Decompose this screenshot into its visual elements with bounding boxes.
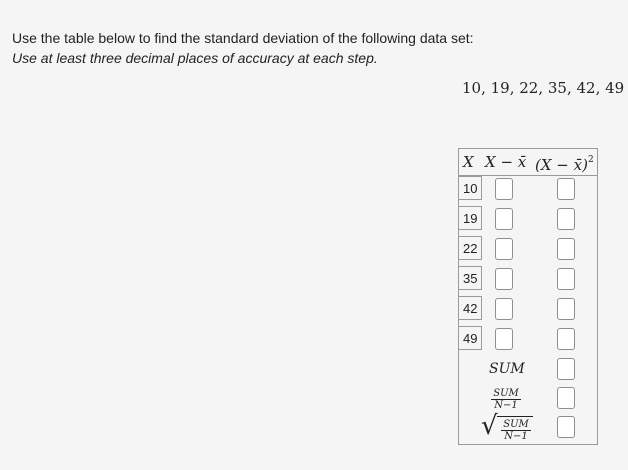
header-squared xyxy=(535,151,594,173)
sum-input[interactable] xyxy=(557,358,575,380)
squared-input-6[interactable] xyxy=(557,328,575,350)
row-value: 10 xyxy=(459,176,482,200)
deviation-table xyxy=(458,148,598,445)
squared-input-4[interactable] xyxy=(557,268,575,290)
sqrt-fraction xyxy=(501,419,531,442)
header-deviation: X − x̄ xyxy=(485,153,527,171)
variance-fraction-denominator: N−1 xyxy=(494,400,518,411)
deviation-input-6[interactable] xyxy=(495,328,513,350)
header-x: X xyxy=(463,153,474,171)
deviation-input-1[interactable] xyxy=(495,178,513,200)
sqrt-fraction-numerator: SUM xyxy=(501,419,531,431)
row-value: 35 xyxy=(459,266,482,290)
squared-input-5[interactable] xyxy=(557,298,575,320)
deviation-input-5[interactable] xyxy=(495,298,513,320)
instructions xyxy=(12,28,474,68)
header-squared-exponent: 2 xyxy=(587,155,594,165)
row-value: 22 xyxy=(459,236,482,260)
sqrt-fraction-denominator: N−1 xyxy=(504,431,528,442)
header-squared-base: (X − x̄) xyxy=(535,156,588,174)
instructions-line2: Use at least three decimal places of accuracy at each step. xyxy=(12,50,378,66)
row-value: 42 xyxy=(459,296,482,320)
std-dev-input[interactable] xyxy=(557,416,575,438)
variance-input[interactable] xyxy=(557,387,575,409)
squared-input-3[interactable] xyxy=(557,238,575,260)
dataset: 10, 19, 22, 35, 42, 49 xyxy=(462,79,625,97)
deviation-input-3[interactable] xyxy=(495,238,513,260)
variance-fraction xyxy=(491,388,521,411)
instructions-line1: Use the table below to find the standard deviation of the following data set: xyxy=(12,30,474,46)
sqrt-symbol: √ xyxy=(481,411,498,441)
variance-fraction-numerator: SUM xyxy=(491,388,521,400)
row-value: 49 xyxy=(459,326,482,350)
deviation-input-4[interactable] xyxy=(495,268,513,290)
squared-input-2[interactable] xyxy=(557,208,575,230)
squared-input-1[interactable] xyxy=(557,178,575,200)
sqrt-bar xyxy=(497,416,533,417)
row-value: 19 xyxy=(459,206,482,230)
sum-label: SUM xyxy=(489,361,525,377)
deviation-input-2[interactable] xyxy=(495,208,513,230)
